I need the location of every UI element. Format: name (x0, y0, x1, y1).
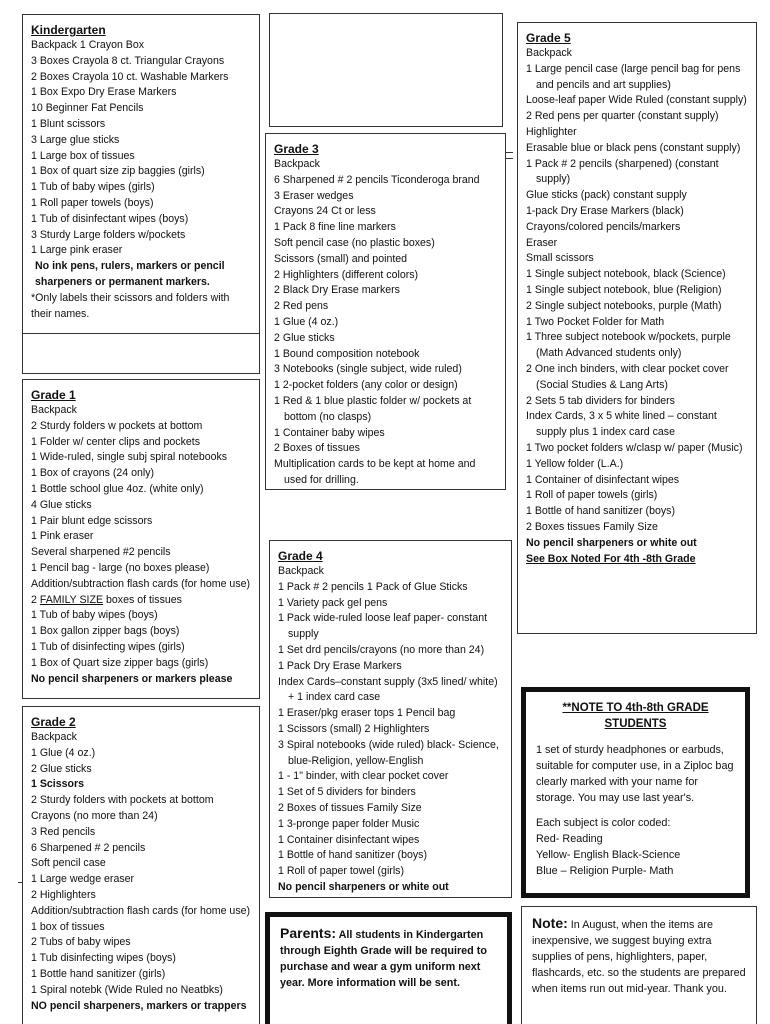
list-item: 2 Glue sticks (274, 331, 335, 344)
note-august-lead: Note: (532, 915, 568, 931)
list-item: 2 Glue sticks (31, 762, 92, 775)
grade3-list (274, 157, 497, 489)
list-item: Loose-leaf paper Wide Ruled (constant supply) (526, 94, 747, 107)
note-grades-box (521, 687, 750, 898)
list-item: 1 Box Expo Dry Erase Markers (31, 86, 177, 99)
list-item: 2 Sturdy folders with pockets at bottom (31, 794, 214, 807)
list-item: 1 Large box of tissues (31, 149, 135, 162)
list-item: 1 Large pink eraser (31, 244, 123, 257)
list-item: Index Cards, 3 x 5 white lined – constant supply plus 1 index card case (526, 410, 717, 439)
grade4-warning: No pencil sharpeners or white out (278, 880, 449, 893)
list-item: 1 Bottle school glue 4oz. (white only) (31, 482, 204, 495)
list-item: Backpack (31, 404, 77, 416)
list-item: 10 Beginner Fat Pencils (31, 102, 144, 115)
list-item: 1 Pack # 2 pencils (sharpened) (constant supply) (526, 157, 719, 186)
list-item: 1 2-pocket folders (any color or design) (274, 379, 458, 392)
blank-box-top (269, 13, 503, 127)
grade3-title: Grade 3 (274, 142, 319, 156)
grade1-title: Grade 1 (31, 388, 76, 402)
list-item: Addition/subtraction flash cards (for home use) (31, 577, 251, 590)
list-item: 1 Variety pack gel pens (278, 596, 388, 609)
list-item: 2 Red pens per quarter (constant supply) (526, 110, 719, 123)
list-item: 1 Folder w/ center clips and pockets (31, 435, 200, 448)
kindergarten-title: Kindergarten (31, 23, 106, 37)
list-item: 1 Spiral notebk (Wide Ruled no Neatbks) (31, 983, 223, 996)
list-item: 2 Sturdy folders w pockets at bottom (31, 419, 203, 432)
list-item: 1 Blunt scissors (31, 117, 106, 130)
list-item: 1 Set of 5 dividers for binders (278, 786, 416, 799)
list-item: 1 Two pocket folders w/clasp w/ paper (Music) (526, 441, 743, 454)
parents-lead: Parents: (280, 925, 337, 941)
list-item: 1 Tub of baby wipes (girls) (31, 181, 155, 194)
list-item: 1 Glue (4 oz.) (274, 315, 339, 328)
list-item: 1 Wide-ruled, single subj spiral notebooks (31, 451, 228, 464)
list-item: Soft pencil case (no plastic boxes) (274, 236, 435, 249)
grade4-box (269, 540, 512, 898)
list-item: Multiplication cards to be kept at home and used for drilling. (274, 458, 476, 486)
list-item: 1 Roll paper towels (boys) (31, 196, 154, 209)
list-item: Several sharpened #2 pencils (31, 546, 171, 559)
blank-box-left (22, 334, 260, 374)
list-item: 1 Container of disinfectant wipes (526, 473, 680, 486)
grade2-box (22, 706, 260, 1024)
kindergarten-list (31, 38, 251, 259)
grade3-box (265, 133, 506, 490)
grade2-warning: NO pencil sharpeners, markers or trappers (31, 999, 247, 1012)
list-item: 1 Red & 1 blue plastic folder w/ pockets at bottom (no clasps) (274, 394, 472, 423)
list-item: 1 Large pencil case (large pencil bag for pens and pencils and art supplies) (526, 62, 741, 91)
list-item: 1 Two Pocket Folder for Math (526, 315, 665, 328)
list-item: 3 Large glue sticks (31, 133, 120, 146)
note-grades-color-line: Blue – Religion Purple- Math (536, 865, 674, 877)
list-item: 2 Boxes of tissues Family Size (278, 801, 422, 814)
list-item: 2 One inch binders, with clear pocket cover (Social Studies & Lang Arts) (526, 362, 729, 391)
list-item: Erasable blue or black pens (constant supply) (526, 141, 741, 154)
list-item: 1 - 1" binder, with clear pocket cover (278, 770, 449, 783)
list-item: Highlighter (526, 125, 577, 138)
list-item: 2 Highlighters (31, 888, 96, 901)
list-item: 1 Tub disinfecting wipes (boys) (31, 952, 176, 965)
kindergarten-footnote: *Only labels their scissors and folders with their names. (31, 291, 230, 320)
list-item: Crayons 24 Ct or less (274, 205, 376, 218)
list-item: 2 Highlighters (different colors) (274, 268, 419, 281)
note-grades-headphones: 1 set of sturdy headphones or earbuds, suitable for computer use, in a Ziploc bag clearly marked with your name for storage. You may use last year's. (536, 744, 734, 804)
list-item: Backpack (31, 731, 77, 743)
list-item: 1 Single subject notebook, blue (Religion) (526, 283, 722, 296)
list-item: 1 Scissors (small) 2 Highlighters (278, 722, 430, 735)
list-item: 2 Red pens (274, 300, 329, 313)
list-item: Backpack 1 Crayon Box (31, 39, 145, 51)
grade4-title: Grade 4 (278, 549, 323, 563)
list-item: 1 Roll of paper towels (girls) (526, 489, 658, 502)
kindergarten-box (22, 14, 260, 334)
grade5-see-note: See Box Noted For 4th -8th Grade (526, 552, 696, 565)
list-item: 1 Container disinfectant wipes (278, 833, 420, 846)
list-item: 2 Black Dry Erase markers (274, 284, 400, 297)
list-item: 1 Pack 8 fine line markers (274, 221, 396, 234)
list-item: Crayons (no more than 24) (31, 809, 158, 822)
grade5-title: Grade 5 (526, 31, 571, 45)
list-item: 1 Container baby wipes (274, 426, 385, 439)
note-grades-color-intro: Each subject is color coded: (536, 817, 671, 829)
list-item: 1 Bottle of hand sanitizer (boys) (526, 505, 675, 518)
list-item: 6 Sharpened # 2 pencils Ticonderoga brand (274, 173, 480, 186)
note-grades-color-line: Red- Reading (536, 833, 603, 845)
list-item: 2 Single subject notebooks, purple (Math) (526, 299, 722, 312)
grade5-list (526, 46, 748, 536)
list-item: 1 Three subject notebook w/pockets, purple (Math Advanced students only) (526, 331, 731, 360)
list-item: 1 Pack Dry Erase Markers (278, 659, 402, 672)
list-item (31, 593, 251, 609)
grade5-box (517, 22, 757, 634)
list-item: 1 Bound composition notebook (274, 347, 420, 360)
list-item: Addition/subtraction flash cards (for home use) (31, 904, 251, 917)
list-item: 1 Box of Quart size zipper bags (girls) (31, 656, 209, 669)
family-suffix: boxes of tissues (103, 593, 182, 606)
list-item: 1 Bottle of hand sanitizer (boys) (278, 849, 427, 862)
list-item: 1 Box of quart size zip baggies (girls) (31, 165, 205, 178)
grade1-box (22, 379, 260, 699)
list-item: Soft pencil case (31, 857, 106, 870)
list-item: 1 Pencil bag - large (no boxes please) (31, 561, 210, 574)
list-item: 3 Spiral notebooks (wide ruled) black- Science, blue-Religion, yellow-English (278, 738, 499, 767)
grade1-list (31, 403, 251, 672)
list-item: Backpack (274, 158, 320, 170)
list-item: Glue sticks (pack) constant supply (526, 189, 687, 202)
divider-mark (505, 152, 513, 153)
grade4-list (278, 564, 503, 880)
list-item: 2 Boxes Crayola 10 ct. Washable Markers (31, 70, 229, 83)
list-item: 3 Sturdy Large folders w/pockets (31, 228, 186, 241)
kindergarten-warning: No ink pens, rulers, markers or pencil sharpeners or permanent markers. (35, 260, 225, 288)
note-grades-color-line: Yellow- English Black-Science (536, 849, 681, 861)
list-item: 1 Pack wide-ruled loose leaf paper- constant supply (278, 612, 488, 641)
list-item: 1-pack Dry Erase Markers (black) (526, 204, 684, 217)
list-item: 1 Tub of baby wipes (boys) (31, 609, 158, 622)
list-item: Crayons/colored pencils/markers (526, 220, 681, 233)
list-item: 4 Glue sticks (31, 498, 92, 511)
list-item: 1 Tub of disinfecting wipes (girls) (31, 640, 185, 653)
list-item: 1 Pink eraser (31, 530, 94, 543)
note-august-box (521, 906, 757, 1024)
list-item: 1 Box gallon zipper bags (boys) (31, 625, 180, 638)
list-item: 1 Tub of disinfectant wipes (boys) (31, 212, 189, 225)
list-item: 1 Box of crayons (24 only) (31, 467, 155, 480)
family-prefix: 2 (31, 593, 40, 606)
list-item: 3 Eraser wedges (274, 189, 354, 202)
margin-mark (18, 882, 23, 883)
list-item: 3 Notebooks (single subject, wide ruled) (274, 363, 462, 376)
grade5-warning: No pencil sharpeners or white out (526, 536, 697, 549)
list-item: 1 Large wedge eraser (31, 873, 135, 886)
note-grades-title-line1: **NOTE TO 4th-8th GRADE (562, 702, 709, 714)
divider-mark (505, 158, 513, 159)
note-august-text: In August, when the items are inexpensive, we suggest buying extra supplies of pens, highlighters, paper, flashcards, etc. so the students are prepared when items run out mid-year. Thank you. (532, 919, 746, 995)
list-item: 2 Boxes tissues Family Size (526, 520, 658, 533)
list-item: 1 Yellow folder (L.A.) (526, 457, 624, 470)
note-grades-title-line2: STUDENTS (604, 718, 667, 730)
list-item: 1 Eraser/pkg eraser tops 1 Pencil bag (278, 707, 456, 720)
list-item: 1 Set drd pencils/crayons (no more than 24) (278, 643, 485, 656)
list-item: 1 Bottle hand sanitizer (girls) (31, 967, 166, 980)
list-item: Eraser (526, 236, 558, 249)
grade2-list (31, 730, 251, 999)
list-item: 1 Pack # 2 pencils 1 Pack of Glue Sticks (278, 580, 468, 593)
list-item: 1 box of tissues (31, 920, 105, 933)
list-item: 1 Scissors (31, 778, 85, 791)
list-item: 2 Tubs of baby wipes (31, 936, 131, 949)
list-item: 6 Sharpened # 2 pencils (31, 841, 146, 854)
parents-box (265, 912, 512, 1024)
parents-text: All students in Kindergarten through Eighth Grade will be required to purchase and wear a gym uniform next year. More information will be sent. (280, 929, 487, 989)
grade1-warning: No pencil sharpeners or markers please (31, 672, 233, 685)
list-item: 3 Red pencils (31, 825, 96, 838)
list-item: Backpack (526, 47, 572, 59)
family-size-underlined: FAMILY SIZE (39, 593, 104, 606)
list-item: 3 Boxes Crayola 8 ct. Triangular Crayons (31, 54, 225, 67)
list-item: 1 Pair blunt edge scissors (31, 514, 153, 527)
list-item: Backpack (278, 565, 324, 577)
list-item: 2 Boxes of tissues (274, 442, 360, 455)
list-item: Index Cards–constant supply (3x5 lined/ white) + 1 index card case (278, 675, 498, 704)
list-item: Small scissors (526, 252, 594, 265)
note-grades-title (536, 700, 735, 732)
grade2-title: Grade 2 (31, 715, 76, 729)
list-item: 2 Sets 5 tab dividers for binders (526, 394, 675, 407)
list-item: 1 3-pronge paper folder Music (278, 817, 420, 830)
list-item: 1 Roll of paper towel (girls) (278, 865, 404, 878)
list-item: 1 Single subject notebook, black (Science) (526, 268, 726, 281)
list-item: Scissors (small) and pointed (274, 252, 408, 265)
list-item: 1 Glue (4 oz.) (31, 746, 96, 759)
